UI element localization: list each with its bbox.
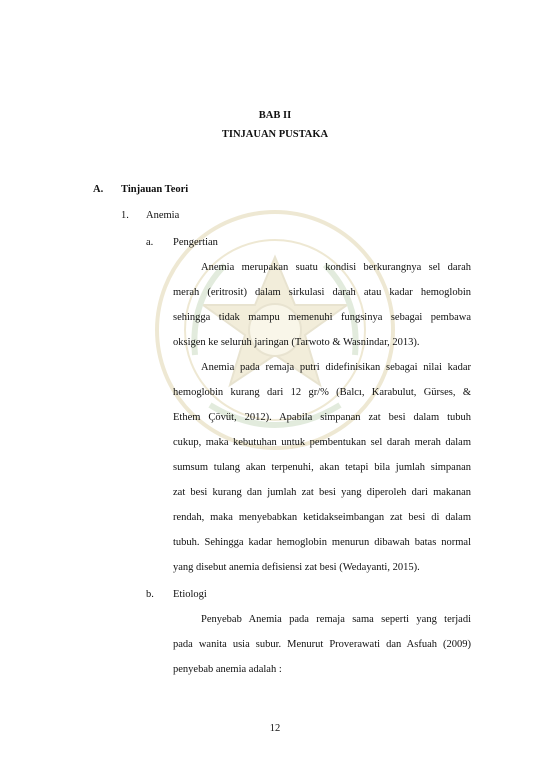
paragraph-line: tubuh. Sehingga kadar hemoglobin menurun dibawah batas normal: [173, 537, 471, 548]
subitem-a-heading: Pengertian: [173, 237, 218, 248]
paragraph-line: hemoglobin kurang dari 12 gr/% (Balcı, Karabulut, Gürses, &: [173, 387, 471, 398]
page-number: 12: [269, 723, 281, 734]
paragraph-line: oksigen ke seluruh jaringan (Tarwoto & Wasnindar, 2013).: [173, 337, 420, 348]
section-a-marker: A.: [93, 184, 104, 195]
subitem-b-heading: Etiologi: [173, 589, 207, 600]
paragraph-line: cukup, maka kebutuhan untuk pembentukan sel darah merah dalam: [173, 437, 471, 448]
paragraph-line: sehingga tidak mampu memenuhi fungsinya sebagai pembawa: [173, 312, 471, 323]
paragraph-line: rendah, maka menyebabkan ketidakseimbangan zat besi di dalam: [173, 512, 471, 523]
subitem-b-marker: b.: [146, 589, 154, 600]
chapter-number: BAB II: [258, 110, 292, 121]
subitem-a-marker: a.: [146, 237, 154, 248]
paragraph-line: Penyebab Anemia pada remaja sama seperti yang terjadi: [201, 614, 471, 625]
paragraph-line: Anemia merupakan suatu kondisi berkurangnya sel darah: [201, 262, 471, 273]
paragraph-line: yang disebut anemia defisiensi zat besi (Wedayanti, 2015).: [173, 562, 420, 573]
paragraph-line: Ethem Çövüt, 2012). Apabila simpanan zat besi dalam tubuh: [173, 412, 471, 423]
item-1-heading: Anemia: [146, 210, 180, 221]
paragraph-line: Anemia pada remaja putri didefinisikan sebagai nilai kadar: [201, 362, 471, 373]
paragraph-line: sumsum tulang akan terpenuhi, akan tetapi bila jumlah simpanan: [173, 462, 471, 473]
section-a-heading: Tinjauan Teori: [121, 184, 189, 195]
item-1-marker: 1.: [121, 210, 129, 221]
paragraph-line: merah (eritrosit) dalam sirkulasi darah atau kadar hemoglobin: [173, 287, 471, 298]
paragraph-line: pada wanita usia subur. Menurut Proverawati dan Asfuah (2009): [173, 639, 471, 650]
paragraph-line: zat besi kurang dan jumlah zat besi yang diperoleh dari makanan: [173, 487, 471, 498]
paragraph-line: penyebab anemia adalah :: [173, 664, 282, 675]
chapter-title: TINJAUAN PUSTAKA: [221, 129, 329, 140]
